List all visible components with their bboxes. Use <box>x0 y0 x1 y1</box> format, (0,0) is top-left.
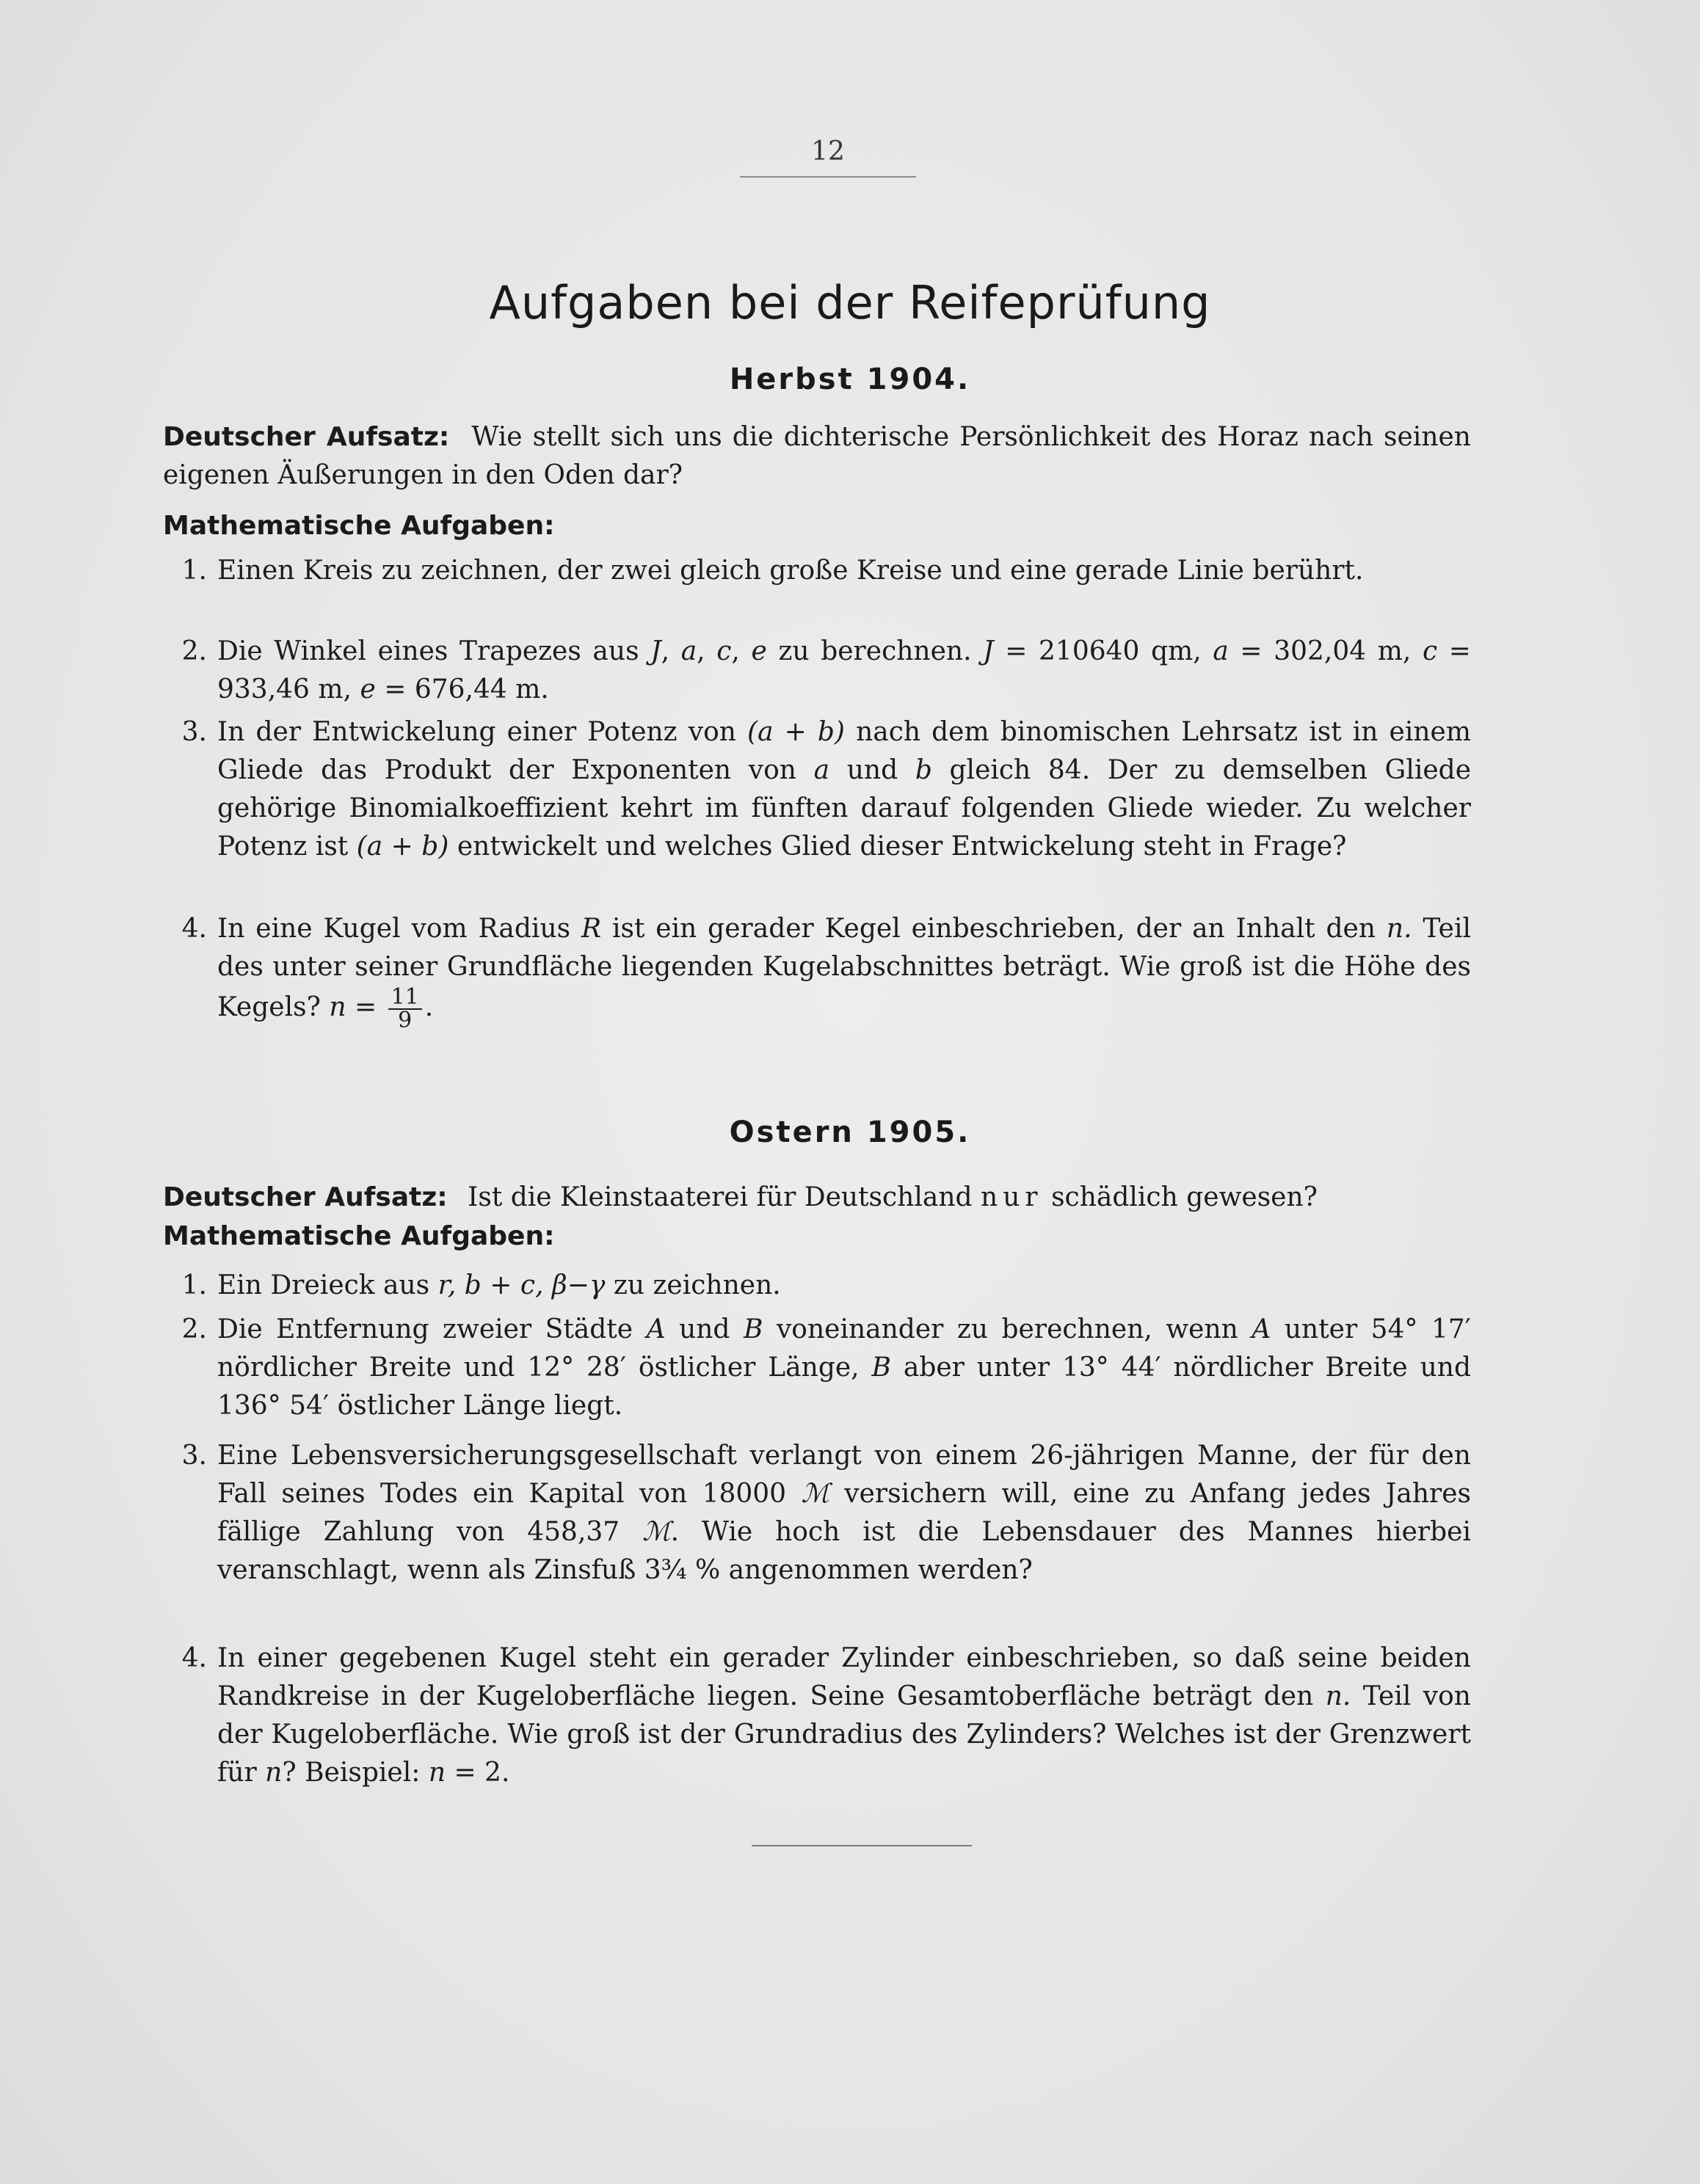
task-text: und <box>679 1314 730 1344</box>
math-var: R <box>581 914 602 944</box>
math-var: a <box>1213 636 1229 666</box>
math-var: J <box>650 636 661 666</box>
ostern-task-1 <box>181 1267 1471 1305</box>
task-number: 3. <box>181 717 207 747</box>
math-var: A <box>646 1314 666 1344</box>
mark-currency-symbol: ℳ <box>801 1479 829 1509</box>
task-number: 4. <box>181 914 207 944</box>
ostern-task-4 <box>181 1639 1471 1792</box>
task-text: In eine Kugel vom Radius <box>217 914 571 944</box>
closing-rule <box>752 1845 972 1846</box>
math-var: B <box>871 1353 891 1383</box>
math-var: a <box>813 755 830 785</box>
herbst-aufsatz-label: Deutscher Aufsatz: <box>163 422 450 452</box>
task-text: ? Beispiel: <box>282 1758 421 1788</box>
task-number: 2. <box>181 636 207 666</box>
task-text: zu zeichnen. <box>613 1270 781 1300</box>
math-var: A <box>1252 1314 1271 1344</box>
math-var: n. <box>1325 1681 1351 1711</box>
task-text: Die Entfernung zweier Städte <box>217 1314 633 1344</box>
math-var: e <box>360 674 376 705</box>
section-heading-ostern: Ostern 1905. <box>729 1115 971 1149</box>
herbst-aufsatz <box>163 418 1471 495</box>
math-var: c <box>1423 636 1438 666</box>
task-text: Einen Kreis zu zeichnen, der zwei gleich große Kreise und eine gerade Linie berührt. <box>217 556 1364 586</box>
task-text: Teil des unter seiner Grundfläche liegenden Kugelabschnittes beträgt. Wie groß ist die Höhe des Kegels? <box>217 914 1471 1022</box>
math-value: = 302,04 m, <box>1240 636 1412 666</box>
math-var: n <box>329 992 346 1022</box>
ostern-aufsatz-label: Deutscher Aufsatz: <box>163 1182 448 1212</box>
ostern-aufsatz-text: Ist die Kleinstaaterei für Deutschland <box>468 1182 973 1212</box>
task-text: . <box>424 992 434 1022</box>
task-text: versichern will, eine zu Anfang jedes Jahres fällige Zahlung von 458,37 <box>217 1479 1471 1547</box>
fraction-denominator: 9 <box>398 1008 413 1033</box>
task-text: Eine Lebensversicherungsgesellschaft verlangt von einem 26-jährigen Manne, der für den Fall seines Todes ein Kapital von 18000 <box>217 1441 1471 1509</box>
math-expression: (a + b) <box>356 831 449 862</box>
math-var: e <box>751 636 767 666</box>
task-text: aber unter 13° 44′ nördlicher Breite und 136° 54′ östlicher Länge liegt. <box>217 1353 1471 1421</box>
task-number: 1. <box>181 1270 207 1300</box>
task-number: 1. <box>181 556 207 586</box>
mark-currency-symbol: ℳ <box>642 1517 671 1547</box>
ostern-task-3 <box>181 1437 1471 1590</box>
spaced-emphasis: nur <box>981 1182 1043 1212</box>
task-text: unter 54° 17′ nördlicher Breite und 12° 28′ östlicher Länge, <box>217 1314 1471 1383</box>
math-value: = 210640 qm, <box>1005 636 1202 666</box>
task-number: 3. <box>181 1441 207 1471</box>
math-value: = 676,44 m. <box>384 674 549 705</box>
task-text: . Wie hoch ist die Lebensdauer des Mannes hierbei veranschlagt, wenn als Zinsfuß 3¾ % angenommen werden? <box>217 1517 1471 1585</box>
task-text: ist ein gerader Kegel einbeschrieben, der an Inhalt den <box>611 914 1376 944</box>
ostern-aufsatz-text: schädlich gewesen? <box>1051 1182 1318 1212</box>
math-var: c <box>716 636 732 666</box>
page-number: 12 <box>811 136 845 167</box>
herbst-mathe-label: Mathematische Aufgaben: <box>163 511 555 541</box>
task-text: zu berechnen. <box>778 636 972 666</box>
math-value: = 933,46 m, <box>217 636 1471 705</box>
herbst-aufsatz-text: Wie stellt sich uns die dichterische Persönlichkeit des Horaz nach seinen eigenen Äußerungen in den Oden dar? <box>163 422 1471 490</box>
task-text: voneinander zu berechnen, wenn <box>776 1314 1238 1344</box>
task-text: In der Entwickelung einer Potenz von <box>217 717 736 747</box>
ostern-mathe-label: Mathematische Aufgaben: <box>163 1221 555 1251</box>
section-heading-herbst: Herbst 1904. <box>729 363 971 396</box>
herbst-task-2: 2. Die Winkel eines Trapezes aus J, a, c, e zu berechnen. J = 210640 qm, a = 302,04 m, c = 933,46 m, e = 676,44 m. <box>217 633 1471 709</box>
fraction <box>388 986 422 1032</box>
math-var: n <box>428 1758 446 1788</box>
task-text: gleich 84. Der zu demselben Gliede gehörige Binomialkoeffizient kehrt im fünften darauf folgenden Gliede wieder. Zu welcher Potenz ist <box>217 755 1471 862</box>
task-number: 2. <box>181 1314 207 1344</box>
task-number: 4. <box>181 1643 207 1673</box>
task-text: nach dem binomischen Lehrsatz ist in einem Gliede das Produkt der Exponenten von <box>217 717 1471 785</box>
task-text: Ein Dreieck aus <box>217 1270 430 1300</box>
math-value: = 2. <box>454 1758 510 1788</box>
ostern-task-2 <box>181 1311 1471 1425</box>
task-text: Teil von der Kugeloberfläche. Wie groß ist der Grundradius des Zylinders? Welches ist der Grenzwert für <box>217 1681 1471 1788</box>
task-text: entwickelt und welches Glied dieser Entwickelung steht in Frage? <box>457 831 1347 862</box>
herbst-task-4 <box>181 910 1471 1033</box>
task-text: In einer gegebenen Kugel steht ein gerader Zylinder einbeschrieben, so daß seine beiden Randkreise in der Kugeloberfläche liegen. Seine Gesamtoberfläche beträgt den <box>217 1643 1471 1711</box>
page-number-rule <box>740 176 916 178</box>
math-expression: r, b + c, β−γ <box>437 1270 606 1300</box>
herbst-task-3 <box>181 713 1471 866</box>
math-var: J <box>983 636 994 666</box>
math-operator: = <box>354 992 377 1022</box>
page-title: Aufgaben bei der Reifeprüfung <box>489 276 1211 330</box>
math-expression: (a + b) <box>747 717 845 747</box>
task-text: Die Winkel eines Trapezes aus <box>217 636 639 666</box>
math-var: B <box>743 1314 763 1344</box>
fraction-numerator: 11 <box>388 986 422 1010</box>
math-var: n <box>265 1758 283 1788</box>
math-var: a <box>680 636 697 666</box>
ostern-aufsatz <box>163 1179 1471 1217</box>
math-var: n. <box>1386 914 1412 944</box>
math-var: b <box>915 755 932 785</box>
herbst-task-1 <box>181 552 1471 590</box>
task-text: und <box>846 755 898 785</box>
